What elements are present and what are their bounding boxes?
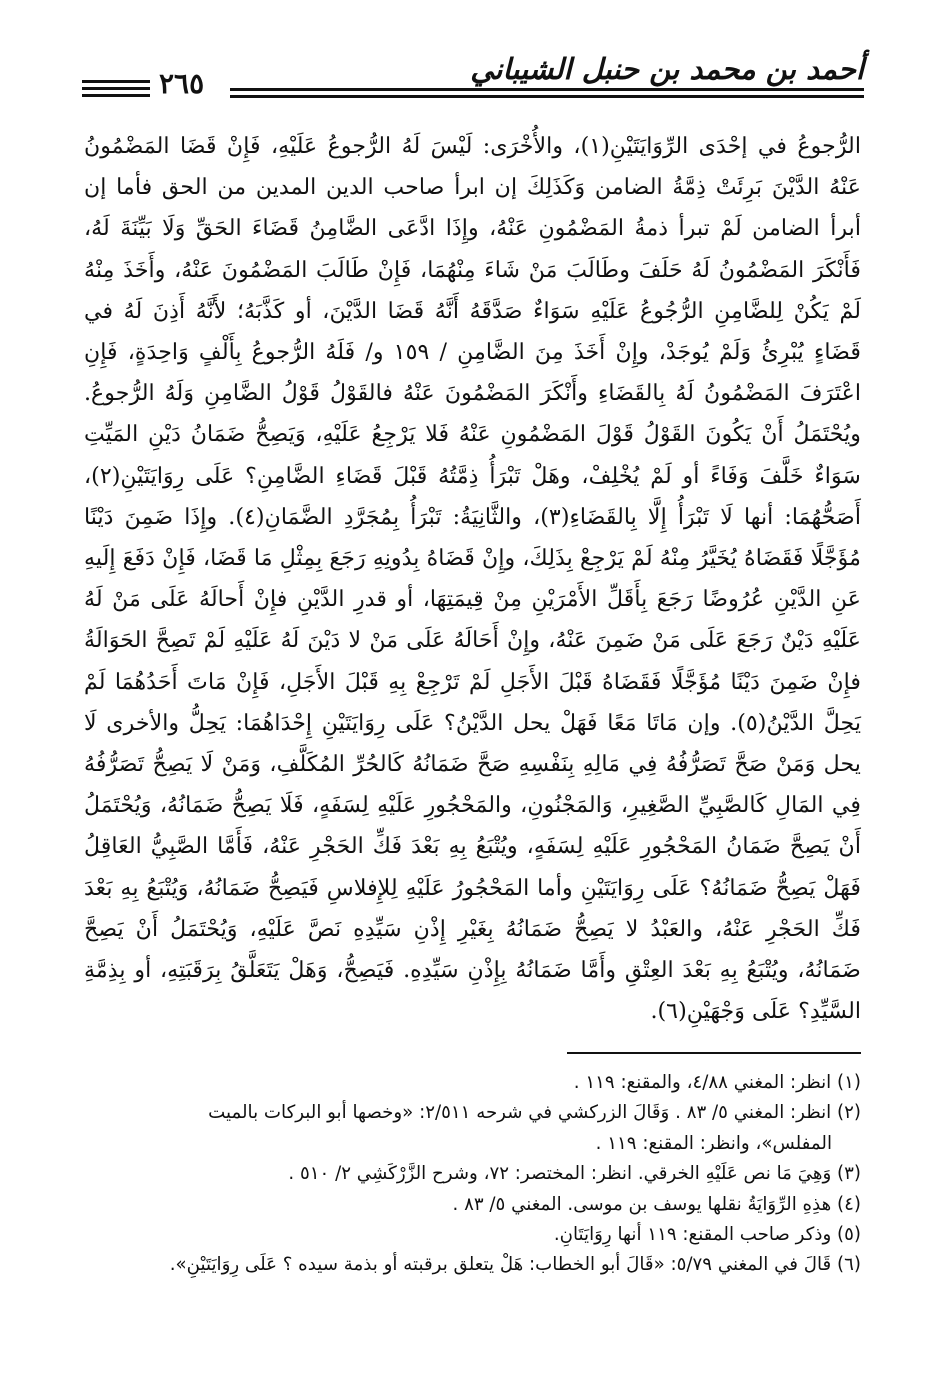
footnote-2-continuation: المفلس»، وانظر: المقنع: ١١٩ .	[595, 1132, 832, 1154]
footnote-1: (١) انظر: المغني ٤/٨٨، والمقنع: ١١٩ .	[573, 1072, 861, 1093]
footnote-4: (٤) هذِهِ الرِّوَايَةُ نقلها يوسف بن موسى. المغني ٥/ ٨٣ .	[452, 1193, 861, 1215]
header-rule-left-bottom	[82, 94, 150, 97]
footnote-2: (٢) انظر: المغني ٥/ ٨٣ . وَقَالَ الزركشي في شرحه ٢/٥١١: «وخصها أبو البركات بالميت	[208, 1102, 861, 1124]
footnote-6: (٦) قَالَ في المغني ٥/٧٩: «قَالَ أبو الخطاب: هَلْ يتعلق برقبته أو بذمة سيده ؟ عَلَى رِوَايَتَيْنِ».	[169, 1254, 861, 1276]
page-header	[82, 52, 864, 112]
footnote-separator	[567, 1052, 861, 1054]
footnotes	[79, 1068, 861, 1318]
main-text: الرُّجوعُ في إحْدَى الرِّوَايَتَيْنِ(١)، والأُخْرَى: لَيْسَ لَهُ الرُّجوعُ عَلَيْهِ، فَإِنْ قَضَا المَضْمُونُ عَنْهُ الدَّيْنَ بَرِئَتْ ذِمَّةُ الضامن وَكَذَلِكَ إن ابرأ صاحب الدين المدين من الحق فأما إن أبرأ الضامن لَمْ تبرأ ذمةُ المَضْمُونِ عَنْهُ، وإِذَا ادَّعَى الضَّامِنُ قَضَاءَ الحَقِّ وَلَا بَيِّنَةَ لَهُ، فَأَنْكَرَ المَضْمُونُ لَهُ حَلَفَ وطَالَبَ مَنْ شَاءَ مِنْهُمَا، فَإِنْ طَالَبَ المَضْمُونَ عَنْهُ، وأَخَذَ مِنْهُ لَمْ يَكُنْ لِلضَّامِنِ الرُّجُوعُ عَلَيْهِ سَوَاءٌ صَدَّقَهُ أَنَّهُ قَضَا الدَّيْنَ، أو كَذَّبَهُ؛ لأَنَّهُ أَذِنَ لَهُ في قَضَاءٍ يُبْرِئُ وَلَمْ يُوجَدْ، وإِنْ أَخَذَ مِنَ الضَّامِنِ / ١٥٩ و/ فَلَهُ الرُّجوعُ بِأَلْفٍ وَاحِدَةٍ، فَإِنِ اعْتَرَفَ المَضْمُونُ لَهُ بِالقَضَاءِ وأَنْكَرَ المَضْمُونَ عَنْهُ فالقَوْلُ قَوْلُ الضَّامِنِ وَلَهُ الرُّجوعُ. ويُحْتَمَلُ أَنْ يَكُونَ القَوْلُ قَوْلَ المَضْمُونِ عَنْهُ فَلا يَرْجِعُ عَلَيْهِ، وَيَصِحُّ ضَمَانُ دَيْنِ المَيِّتِ سَوَاءٌ خَلَّفَ وَفَاءً أو لَمْ يُخْلِفْ، وهَلْ تَبْرَأُ ذِمَّتُهُ قَبْلَ قَضَاءِ الضَّامِنِ؟ عَلَى رِوَايَتَيْنِ(٢)، أَصَحُّهُمَا: أنها لَا تَبْرَأُ إِلَّا بِالقَضَاءِ(٣)، والثَّانِيَةُ: تَبْرَأُ بِمُجَرَّدِ الضَّمَانِ(٤). وإِذَا ضَمِنَ دَيْنًا مُؤَجَّلًا فَقَضَاهُ يُخَيَّرُ مِنْهُ لَمْ يَرْجِعْ بِذَلِكَ، وإِنْ قَضَاهُ بِدُونِهِ رَجَعَ بِمِثْلِ مَا قَضَا، فَإِنْ دَفَعَ إِلَيهِ عَنِ الدَّيْنِ عُرُوضًا رَجَعَ بِأَقَلِّ الأَمْرَيْنِ مِنْ قِيمَتِهَا، أو قدرِ الدَّيْنِ فإِنْ أَحالَهُ عَلَى مَنْ لَهُ عَلَيْهِ دَيْنٌ رَجَعَ عَلَى مَنْ ضَمِنَ عَنْهُ، وإِنْ أَحَالَهُ عَلَى مَنْ لا دَيْنَ لَهُ عَلَيْهِ لَمْ تَصِحَّ الحَوَالَةُ فإِنْ ضَمِنَ دَيْنًا مُؤَجَّلًا فَقَضَاهُ قَبْلَ الأَجَلِ لَمْ تَرْجِعْ بِهِ قَبْلَ الأَجَلِ، فَإِنْ مَاتَ أَحَدُهُمَا لَمْ يَحِلَّ الدَّيْنُ(٥). وإن مَاتَا مَعًا فَهَلْ يحل الدَّيْنُ؟ عَلَى رِوَايَتَيْنِ إِحْدَاهُمَا: يَحِلُّ والأخرى لَا يحل وَمَنْ صَحَّ تَصَرُّفُهُ فِي مَالِهِ بِنَفْسِهِ صَحَّ ضَمَانُهُ كَالحُرِّ المُكَلَّفِ، وَمَنْ لَا يَصِحُّ تَصَرُّفُهُ فِي المَالِ كَالصَّبِيِّ الصَّغِيرِ، وَالمَجْنُونِ، والمَحْجُورِ عَلَيْهِ لِسَفَهٍ، فَلَا يَصِحُّ ضَمَانُهُ، وَيُحْتَمَلُ أَنْ يَصِحَّ ضَمَانُ المَحْجُورِ عَلَيْهِ لِسَفَهٍ، ويُتْبَعُ بِهِ بَعْدَ فَكِّ الحَجْرِ عَنْهُ، فَأَمَّا الصَّبِيُّ العَاقِلُ فَهَلْ يَصِحُّ ضَمَانُهُ؟ عَلَى رِوَايَتَيْنِ وأما المَحْجُورُ عَلَيْهِ لِلإِفلاسِ فَيَصِحُّ ضَمَانُهُ، وَيُتْبَعُ بِهِ بَعْدَ فَكِّ الحَجْرِ عَنْهُ، والعَبْدُ لا يَصِحُّ ضَمَانُهُ بِغَيْرِ إِذْنِ سَيِّدِهِ نَصَّ عَلَيْهِ، وَيُحْتَمَلُ أَنْ يَصِحَّ ضَمَانُهُ، ويُتْبَعُ بِهِ بَعْدَ العِتْقِ وأَمَّا ضَمَانُهُ بِإِذْنِ سَيِّدِهِ. فَيَصِحُّ، وَهَلْ يَتَعَلَّقُ بِرَقَبَتِهِ، أو بِذِمَّةِ السَّيِّدِ؟ عَلَى وَجْهَيْنِ(٦).	[84, 133, 862, 1025]
header-rule-left-middle	[82, 87, 150, 90]
footnote-5: (٥) وذكر صاحب المقنع: ١١٩ أنها رِوَايَتَانِ.	[553, 1224, 861, 1246]
header-rule-right-top	[230, 88, 864, 91]
page-number: ٢٦٥	[159, 67, 205, 100]
running-title: أحمد بن محمد بن حنبل الشيباني	[470, 52, 864, 86]
header-rule-left-top	[82, 80, 150, 83]
header-rule-right-bottom	[230, 95, 864, 98]
footnote-3: (٣) وَهِيَ مَا نص عَلَيْهِ الخرقي. انظر: المختصر: ٧٢، وشرح الزَّرْكَشِي ٢/ ٥١٠ .	[288, 1163, 861, 1185]
